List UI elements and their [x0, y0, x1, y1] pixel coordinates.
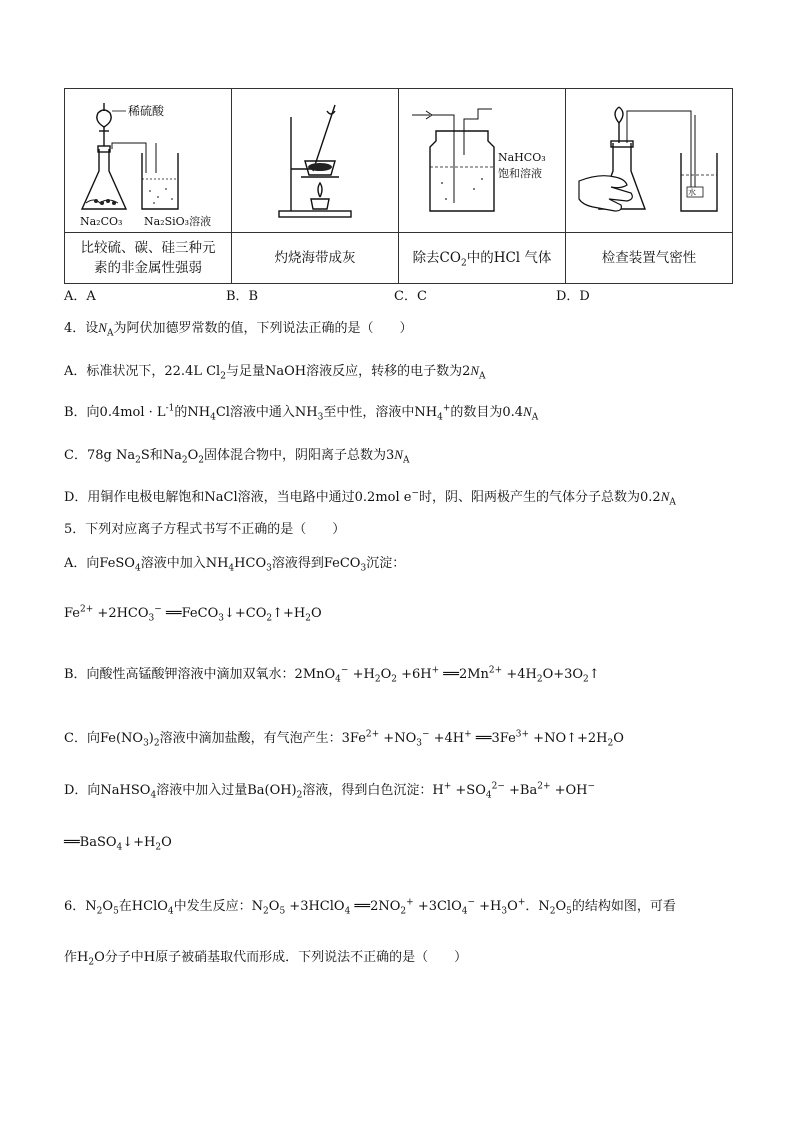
- na2co3-label: Na₂CO₃: [80, 214, 123, 228]
- q5-stem: 5．下列对应离子方程式书写不正确的是（ ）: [64, 522, 346, 537]
- burning-kelp-apparatus-diagram: [235, 91, 395, 231]
- q4-stem: 4．设$N_A$为阿伏加德罗常数的值，下列说法正确的是（ ）: [64, 320, 413, 339]
- water-label: 水: [688, 187, 696, 197]
- q5-option-d: D．向NaHSO$_4$溶液中加入过量$Ba(OH)_2$溶液，得到白色沉淀：$H^+ +SO_4^{2-} +Ba^{2+} +OH^-$: [64, 781, 596, 801]
- q6-line-2: 作$H_2O$分子中H原子被硝基取代而形成．下列说法不正确的是（ ）: [64, 950, 468, 968]
- airtightness-check-diagram: [569, 91, 729, 231]
- q4-option-a: A．标准状况下，22.4L $Cl_2$与足量NaOH溶液反应，转移的电子数为$2N_A$: [64, 363, 486, 382]
- apparatus-table: [64, 88, 733, 284]
- q3-option-c: C．C: [394, 289, 427, 304]
- q3-option-b: B．B: [226, 289, 259, 304]
- apparatus-3-cell: [399, 89, 566, 233]
- apparatus-4-caption: 检查装置气密性: [566, 233, 733, 284]
- saturated-solution-label: 饱和溶液: [498, 166, 542, 180]
- dilute-sulfuric-acid-label: 稀硫酸: [128, 103, 165, 118]
- nahco3-label: NaHCO₃: [498, 150, 546, 164]
- q6-line-1: 6．$N_2O_5$在HClO$_4$中发生反应：$N_2O_5$ +3HClO$_4$ $══2NO_2^+ +3ClO_4^- +H_3O^+$．$N_2O_5$的结构如图，可看: [64, 897, 676, 917]
- gas-washing-bottle-diagram: [402, 91, 562, 231]
- apparatus-4-cell: [566, 89, 733, 233]
- q5-option-a-equation: $Fe^{2+} +2HCO_3^-$ $══FeCO_3↓+CO_2↑+H_2O$: [64, 604, 322, 624]
- apparatus-2-cell: [232, 89, 399, 233]
- q4-option-c: C．78g $Na_2S$和$Na_2O_2$固体混合物中，阴阳离子总数为$3N_A$: [64, 447, 410, 466]
- apparatus-3-caption: 除去$CO_2$中的HCl 气体: [399, 233, 566, 284]
- q5-option-a: A．向FeSO$_4$溶液中加入$NH_4HCO_3$溶液得到FeCO$_3$沉淀：: [64, 556, 406, 574]
- q5-option-d-equation: $══BaSO_4↓+H_2O$: [64, 835, 172, 853]
- q4-option-b: B．向$0.4mol \cdot L^{-1}$的$NH_4Cl$溶液中通入$NH_3$至中性，溶液中$NH_4^+$的数目为$0.4N_A$: [64, 403, 539, 423]
- na2sio3-label: Na₂SiO₃溶液: [144, 214, 212, 228]
- q3-option-d: D．D: [556, 289, 590, 304]
- q4-option-d: D．用铜作电极电解饱和NaCl溶液，当电路中通过0.2mol e−时，阴、阳两极产生的气体分子总数为$0.2N_A$: [64, 488, 676, 508]
- apparatus-1-caption: 比较硫、碳、硅三种元 素的非金属性强弱: [65, 233, 232, 284]
- acid-comparison-apparatus-diagram: [68, 91, 228, 231]
- q5-option-c: C．向$Fe(NO_3)_2$溶液中滴加盐酸，有气泡产生：$3Fe^{2+} +NO_3^- +4H^+$ $══3Fe^{3+}$ $+NO↑+2H_2O$: [64, 729, 624, 749]
- q3-option-a: A．A: [64, 289, 96, 304]
- q5-option-b: B．向酸性高锰酸钾溶液中滴加双氧水：$2MnO_4^- +H_2O_2 +6H^+$ $══2Mn^{2+}$ $+4H_2O+3O_2↑$: [64, 665, 600, 685]
- apparatus-1-cell: [65, 89, 232, 233]
- apparatus-2-caption: 灼烧海带成灰: [232, 233, 399, 284]
